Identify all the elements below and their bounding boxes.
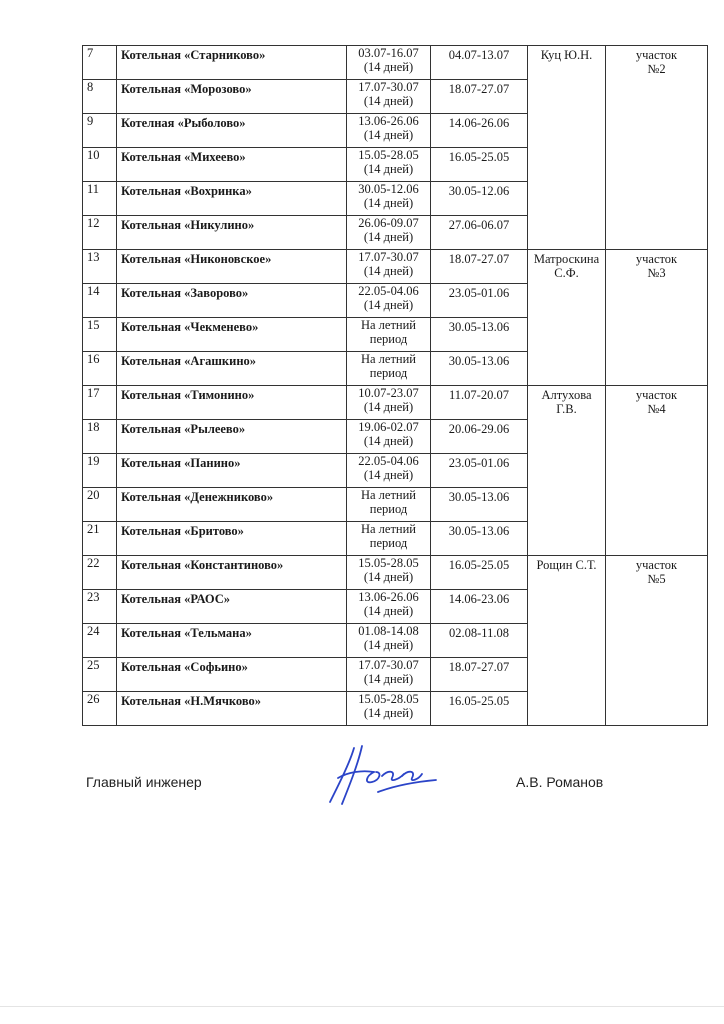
signature (318, 742, 438, 808)
boiler-name: Котельная «Тельмана» (117, 624, 347, 658)
shutdown-period: 17.07-30.07 (14 дней) (347, 80, 431, 114)
hot-water-off-dates: 11.07-20.07 (431, 386, 528, 420)
hot-water-off-dates: 30.05-13.06 (431, 318, 528, 352)
row-number: 13 (83, 250, 117, 284)
row-number: 15 (83, 318, 117, 352)
row-number: 23 (83, 590, 117, 624)
hot-water-off-dates: 30.05-13.06 (431, 488, 528, 522)
hot-water-off-dates: 02.08-11.08 (431, 624, 528, 658)
shutdown-period: 17.07-30.07 (14 дней) (347, 250, 431, 284)
hot-water-off-dates: 23.05-01.06 (431, 284, 528, 318)
shutdown-period: 17.07-30.07 (14 дней) (347, 658, 431, 692)
row-number: 21 (83, 522, 117, 556)
shutdown-period: 10.07-23.07 (14 дней) (347, 386, 431, 420)
hot-water-off-dates: 16.05-25.05 (431, 692, 528, 726)
shutdown-period: На летний период (347, 522, 431, 556)
hot-water-off-dates: 04.07-13.07 (431, 46, 528, 80)
hot-water-off-dates: 30.05-12.06 (431, 182, 528, 216)
hot-water-off-dates: 30.05-13.06 (431, 522, 528, 556)
row-number: 11 (83, 182, 117, 216)
boiler-name: Котельная «Агашкино» (117, 352, 347, 386)
shutdown-period: 15.05-28.05 (14 дней) (347, 148, 431, 182)
boiler-name: Котельная «Панино» (117, 454, 347, 488)
boiler-name: Котельная «Чекменево» (117, 318, 347, 352)
shutdown-period: 15.05-28.05 (14 дней) (347, 556, 431, 590)
hot-water-off-dates: 30.05-13.06 (431, 352, 528, 386)
responsible-person: Куц Ю.Н. (528, 46, 606, 250)
shutdown-period: 19.06-02.07 (14 дней) (347, 420, 431, 454)
row-number: 9 (83, 114, 117, 148)
boiler-name: Котельная «Тимонино» (117, 386, 347, 420)
district-area: участок №5 (606, 556, 708, 726)
boiler-name: Котельная «Софьино» (117, 658, 347, 692)
district-area: участок №2 (606, 46, 708, 250)
boiler-name: Котельная «Старниково» (117, 46, 347, 80)
boiler-name: Котельная «Заворово» (117, 284, 347, 318)
district-area: участок №3 (606, 250, 708, 386)
shutdown-period: 01.08-14.08 (14 дней) (347, 624, 431, 658)
shutdown-period: 26.06-09.07 (14 дней) (347, 216, 431, 250)
table-row (83, 46, 708, 80)
boiler-name: Котельная «Рылеево» (117, 420, 347, 454)
row-number: 26 (83, 692, 117, 726)
boiler-name: Котельная «Михеево» (117, 148, 347, 182)
signer-name: А.В. Романов (516, 774, 604, 790)
boiler-name: Котельная «Константиново» (117, 556, 347, 590)
row-number: 8 (83, 80, 117, 114)
row-number: 20 (83, 488, 117, 522)
hot-water-off-dates: 14.06-26.06 (431, 114, 528, 148)
table-row (83, 250, 708, 284)
shutdown-period: 03.07-16.07 (14 дней) (347, 46, 431, 80)
row-number: 14 (83, 284, 117, 318)
responsible-person: Алтухова Г.В. (528, 386, 606, 556)
shutdown-period: 30.05-12.06 (14 дней) (347, 182, 431, 216)
shutdown-period: 22.05-04.06 (14 дней) (347, 454, 431, 488)
table-row (83, 386, 708, 420)
table-row (83, 556, 708, 590)
hot-water-off-dates: 16.05-25.05 (431, 148, 528, 182)
boiler-name: Котельная «Никулино» (117, 216, 347, 250)
boiler-name: Котельная «Никоновское» (117, 250, 347, 284)
row-number: 10 (83, 148, 117, 182)
boiler-name: Котелная «Рыболово» (117, 114, 347, 148)
hot-water-off-dates: 14.06-23.06 (431, 590, 528, 624)
boiler-name: Котельная «Н.Мячково» (117, 692, 347, 726)
page-edge-line (0, 1006, 724, 1007)
boiler-name: Котельная «Вохринка» (117, 182, 347, 216)
boiler-name: Котельная «Бритово» (117, 522, 347, 556)
boiler-name: Котельная «РАОС» (117, 590, 347, 624)
hot-water-off-dates: 18.07-27.07 (431, 250, 528, 284)
shutdown-period: На летний период (347, 488, 431, 522)
row-number: 17 (83, 386, 117, 420)
row-number: 22 (83, 556, 117, 590)
shutdown-period: 15.05-28.05 (14 дней) (347, 692, 431, 726)
district-area: участок №4 (606, 386, 708, 556)
responsible-person: Матроскина С.Ф. (528, 250, 606, 386)
schedule-table (82, 45, 708, 726)
boiler-name: Котельная «Морозово» (117, 80, 347, 114)
shutdown-period: На летний период (347, 318, 431, 352)
hot-water-off-dates: 18.07-27.07 (431, 80, 528, 114)
row-number: 12 (83, 216, 117, 250)
hot-water-off-dates: 16.05-25.05 (431, 556, 528, 590)
hot-water-off-dates: 18.07-27.07 (431, 658, 528, 692)
boiler-name: Котельная «Денежниково» (117, 488, 347, 522)
shutdown-period: 22.05-04.06 (14 дней) (347, 284, 431, 318)
shutdown-period: 13.06-26.06 (14 дней) (347, 590, 431, 624)
hot-water-off-dates: 27.06-06.07 (431, 216, 528, 250)
shutdown-period: 13.06-26.06 (14 дней) (347, 114, 431, 148)
row-number: 19 (83, 454, 117, 488)
hot-water-off-dates: 23.05-01.06 (431, 454, 528, 488)
signer-position: Главный инженер (86, 774, 202, 790)
row-number: 18 (83, 420, 117, 454)
row-number: 24 (83, 624, 117, 658)
responsible-person: Рощин С.Т. (528, 556, 606, 726)
hot-water-off-dates: 20.06-29.06 (431, 420, 528, 454)
row-number: 25 (83, 658, 117, 692)
row-number: 16 (83, 352, 117, 386)
row-number: 7 (83, 46, 117, 80)
shutdown-period: На летний период (347, 352, 431, 386)
